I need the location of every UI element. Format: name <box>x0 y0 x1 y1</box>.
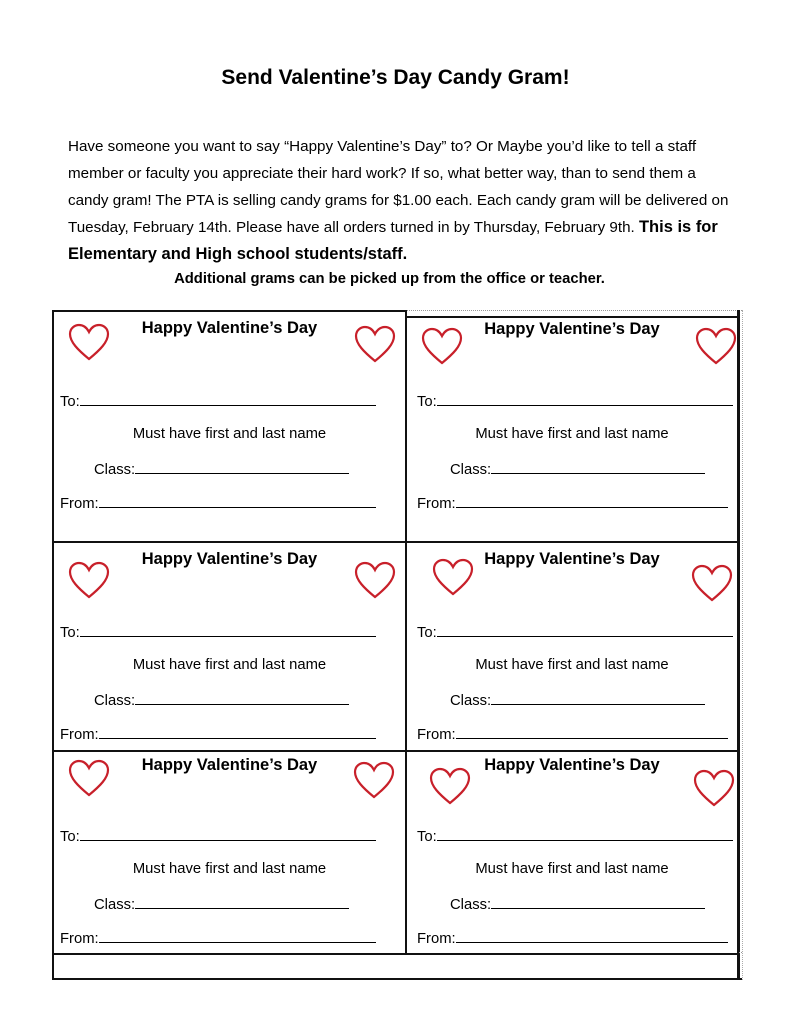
to-field[interactable] <box>60 623 376 641</box>
from-line <box>456 725 728 739</box>
name-requirement: Must have first and last name <box>132 426 327 442</box>
class-line <box>491 460 705 474</box>
candy-gram-card <box>52 541 407 752</box>
from-label: From: <box>417 727 456 743</box>
to-label: To: <box>417 625 437 641</box>
to-label: To: <box>60 625 80 641</box>
to-field[interactable] <box>417 623 733 641</box>
to-field[interactable] <box>60 392 376 410</box>
pickup-note: Additional grams can be picked up from the office or teacher. <box>174 271 605 287</box>
card-title: Happy Valentine’s Day <box>484 756 660 774</box>
class-line <box>135 460 349 474</box>
class-label: Class: <box>94 462 136 478</box>
card-title: Happy Valentine’s Day <box>141 756 318 774</box>
to-line <box>80 623 376 637</box>
card-title: Happy Valentine’s Day <box>484 550 660 568</box>
card-title: Happy Valentine’s Day <box>141 550 318 568</box>
name-requirement: Must have first and last name <box>475 657 669 673</box>
class-field[interactable] <box>450 895 705 913</box>
from-field[interactable] <box>60 929 376 947</box>
from-label: From: <box>60 727 99 743</box>
from-line <box>456 494 728 508</box>
class-line <box>135 895 349 909</box>
page-title: Send Valentine’s Day Candy Gram! <box>221 66 570 89</box>
intro-text: Have someone you want to say “Happy Valentine’s Day” to? Or Maybe you’d like to tell a staff member or faculty you appreciate their hard work? If so, what better way, than to send them a candy gram! The PTA is selling candy grams for $1.00 each. Each candy gram will be delivered on Tuesday, February 14th. Please have all orders turned in by Thursday, February 9th. <box>68 138 729 236</box>
name-requirement: Must have first and last name <box>475 426 669 442</box>
card-title: Happy Valentine’s Day <box>484 320 660 338</box>
class-label: Class: <box>450 897 492 913</box>
candy-gram-card <box>52 750 407 955</box>
class-field[interactable] <box>94 460 349 478</box>
from-field[interactable] <box>417 929 728 947</box>
candy-gram-card <box>52 310 407 543</box>
candy-gram-card <box>405 316 739 544</box>
to-field[interactable] <box>417 827 733 845</box>
to-line <box>437 392 733 406</box>
from-label: From: <box>60 496 99 512</box>
from-field[interactable] <box>417 725 728 743</box>
to-label: To: <box>60 829 80 845</box>
to-line <box>80 392 376 406</box>
class-label: Class: <box>94 693 136 709</box>
class-label: Class: <box>450 693 492 709</box>
name-requirement: Must have first and last name <box>475 861 669 877</box>
name-requirement: Must have first and last name <box>132 657 327 673</box>
from-line <box>99 929 376 943</box>
from-label: From: <box>417 931 456 947</box>
to-line <box>80 827 376 841</box>
to-line <box>437 623 733 637</box>
from-label: From: <box>417 496 456 512</box>
from-field[interactable] <box>60 725 376 743</box>
to-label: To: <box>417 829 437 845</box>
from-line <box>99 725 376 739</box>
class-line <box>491 895 705 909</box>
candy-gram-card <box>405 541 739 752</box>
intro-emphasis: This is for Elementary and High school students/staff. <box>68 218 718 263</box>
from-line <box>99 494 376 508</box>
class-line <box>135 691 349 705</box>
class-label: Class: <box>94 897 136 913</box>
to-label: To: <box>60 394 80 410</box>
from-field[interactable] <box>417 494 728 512</box>
candy-gram-card <box>405 750 739 955</box>
from-label: From: <box>60 931 99 947</box>
class-label: Class: <box>450 462 492 478</box>
name-requirement: Must have first and last name <box>132 861 327 877</box>
from-line <box>456 929 728 943</box>
to-field[interactable] <box>417 392 733 410</box>
class-field[interactable] <box>94 691 349 709</box>
to-label: To: <box>417 394 437 410</box>
card-title: Happy Valentine’s Day <box>141 319 318 337</box>
to-line <box>437 827 733 841</box>
class-field[interactable] <box>450 460 705 478</box>
class-field[interactable] <box>450 691 705 709</box>
class-field[interactable] <box>94 895 349 913</box>
heart-outline-icon <box>690 563 734 603</box>
from-field[interactable] <box>60 494 376 512</box>
to-field[interactable] <box>60 827 376 845</box>
class-line <box>491 691 705 705</box>
